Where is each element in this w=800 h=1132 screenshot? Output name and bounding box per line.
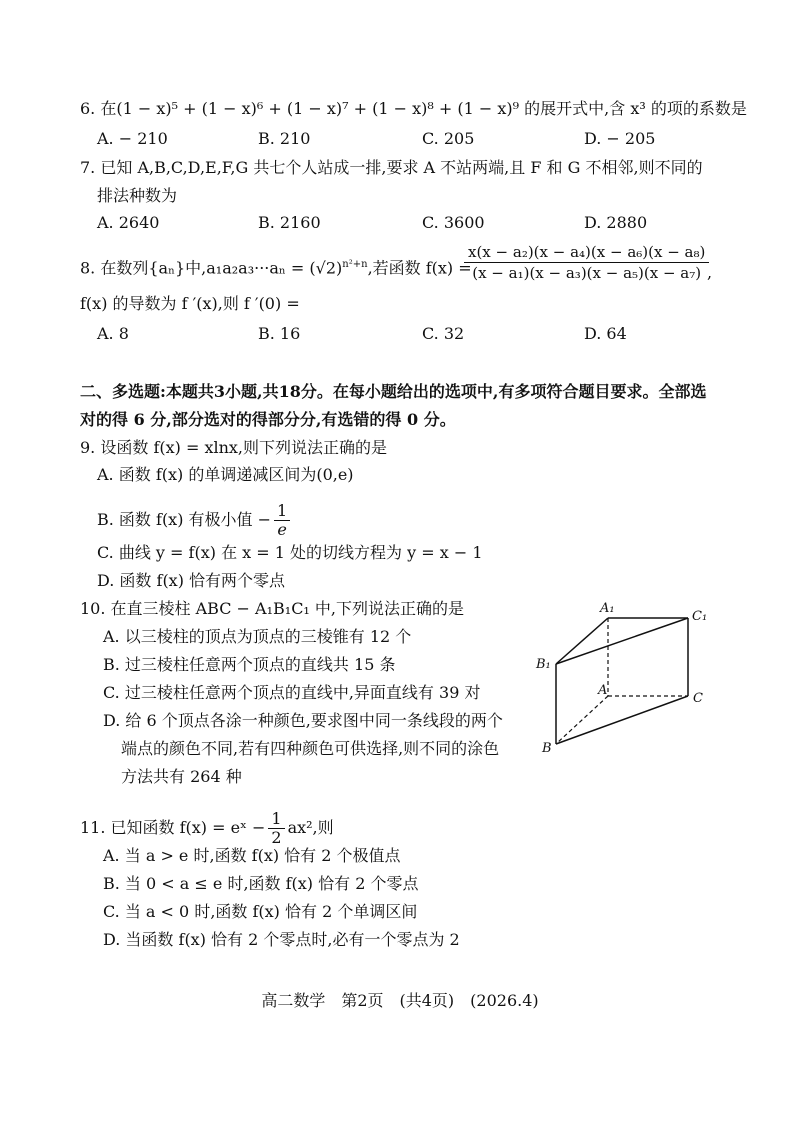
q11-stem-post: ax²,则 xyxy=(287,818,334,837)
q9-fraction-denominator: e xyxy=(277,520,287,539)
q9-option-c: C. 曲线 y = f(x) 在 x = 1 处的切线方程为 y = x − 1 xyxy=(97,543,483,562)
q6-option-a: A. − 210 xyxy=(97,129,168,148)
q8-option-b: B. 16 xyxy=(258,324,301,343)
prism-figure xyxy=(530,598,720,758)
q6-option-d: D. − 205 xyxy=(584,129,656,148)
label-b: B xyxy=(542,741,552,756)
q11-fraction-denominator: 2 xyxy=(271,828,282,847)
label-a1: A₁ xyxy=(600,601,615,616)
q9-option-b-fraction xyxy=(274,502,290,539)
q8-stem-exponent: n²+n xyxy=(342,259,368,270)
q11-stem xyxy=(80,810,334,847)
q8-stem-line1 xyxy=(80,254,472,279)
q8-option-d: D. 64 xyxy=(584,324,627,343)
q9-option-b-text: B. 函数 f(x) 有极小值 − xyxy=(97,510,272,529)
q9-option-a: A. 函数 f(x) 的单调递减区间为(0,e) xyxy=(97,465,354,484)
q10-option-c: C. 过三棱柱任意两个顶点的直线中,异面直线有 39 对 xyxy=(103,683,481,702)
q11-option-b: B. 当 0 < a ≤ e 时,函数 f(x) 恰有 2 个零点 xyxy=(103,874,419,893)
q11-fraction-numerator: 1 xyxy=(268,810,284,829)
q7-stem-line1: 7. 已知 A,B,C,D,E,F,G 共七个人站成一排,要求 A 不站两端,且 F 和 G 不相邻,则不同的 xyxy=(80,158,703,177)
q11-option-d: D. 当函数 f(x) 恰有 2 个零点时,必有一个零点为 2 xyxy=(103,930,460,949)
label-b1: B₁ xyxy=(536,657,551,672)
section2-line1: 二、多选题:本题共3小题,共18分。在每小题给出的选项中,有多项符合题目要求。全部选 xyxy=(80,382,707,401)
q7-option-c: C. 3600 xyxy=(422,213,485,232)
q11-stem-fraction xyxy=(268,810,284,847)
q10-option-d-line3: 方法共有 264 种 xyxy=(121,767,242,786)
q6-option-b: B. 210 xyxy=(258,129,311,148)
q8-fraction xyxy=(464,242,709,283)
q8-stem-a: 8. 在数列{aₙ}中,a₁a₂a₃···aₙ = (√2) xyxy=(80,258,343,278)
q7-option-d: D. 2880 xyxy=(584,213,648,232)
q9-option-b xyxy=(97,502,293,539)
section2-line2: 对的得 6 分,部分选对的得部分分,有选错的得 0 分。 xyxy=(80,410,456,429)
q7-option-b: B. 2160 xyxy=(258,213,321,232)
q9-fraction-numerator: 1 xyxy=(274,502,290,521)
q11-option-a: A. 当 a > e 时,函数 f(x) 恰有 2 个极值点 xyxy=(103,846,401,865)
q8-stem-line2: f(x) 的导数为 f ′(x),则 f ′(0) = xyxy=(80,294,300,313)
q7-option-a: A. 2640 xyxy=(97,213,160,232)
edge-bc xyxy=(556,696,688,744)
q6-option-c: C. 205 xyxy=(422,129,475,148)
label-c: C xyxy=(693,691,703,706)
q10-option-a: A. 以三棱柱的顶点为顶点的三棱锥有 12 个 xyxy=(103,627,412,646)
q9-option-d: D. 函数 f(x) 恰有两个零点 xyxy=(97,571,286,590)
q8-fraction-numerator: x(x − a₂)(x − a₄)(x − a₆)(x − a₈) xyxy=(464,242,709,263)
q10-option-d-line2: 端点的颜色不同,若有四种颜色可供选择,则不同的涂色 xyxy=(121,739,500,758)
page-footer: 高二数学 第2页 (共4页) (2026.4) xyxy=(261,991,539,1010)
q10-stem: 10. 在直三棱柱 ABC − A₁B₁C₁ 中,下列说法正确的是 xyxy=(80,599,465,618)
q11-option-c: C. 当 a < 0 时,函数 f(x) 恰有 2 个单调区间 xyxy=(103,902,418,921)
q10-option-b: B. 过三棱柱任意两个顶点的直线共 15 条 xyxy=(103,655,396,674)
q11-stem-pre: 11. 已知函数 f(x) = eˣ − xyxy=(80,818,266,837)
q7-stem-line2: 排法种数为 xyxy=(97,186,178,205)
q8-stem-b: ,若函数 f(x) = xyxy=(367,258,472,278)
edge-ab-hidden xyxy=(556,696,608,744)
q10-option-d-line1: D. 给 6 个顶点各涂一种颜色,要求图中同一条线段的两个 xyxy=(103,711,503,730)
label-a: A xyxy=(598,683,608,698)
edge-a1b1 xyxy=(556,618,608,664)
q9-stem: 9. 设函数 f(x) = xlnx,则下列说法正确的是 xyxy=(80,438,388,457)
edge-b1c1 xyxy=(556,618,688,664)
label-c1: C₁ xyxy=(692,609,708,624)
q8-option-c: C. 32 xyxy=(422,324,465,343)
q8-option-a: A. 8 xyxy=(97,324,129,343)
q8-fraction-denominator: (x − a₁)(x − a₃)(x − a₅)(x − a₇) xyxy=(472,264,702,282)
q6-stem: 6. 在(1 − x)⁵ + (1 − x)⁶ + (1 − x)⁷ + (1 − x)⁸ + (1 − x)⁹ 的展开式中,含 x³ 的项的系数是 xyxy=(80,99,747,118)
q8-comma: , xyxy=(707,263,713,282)
